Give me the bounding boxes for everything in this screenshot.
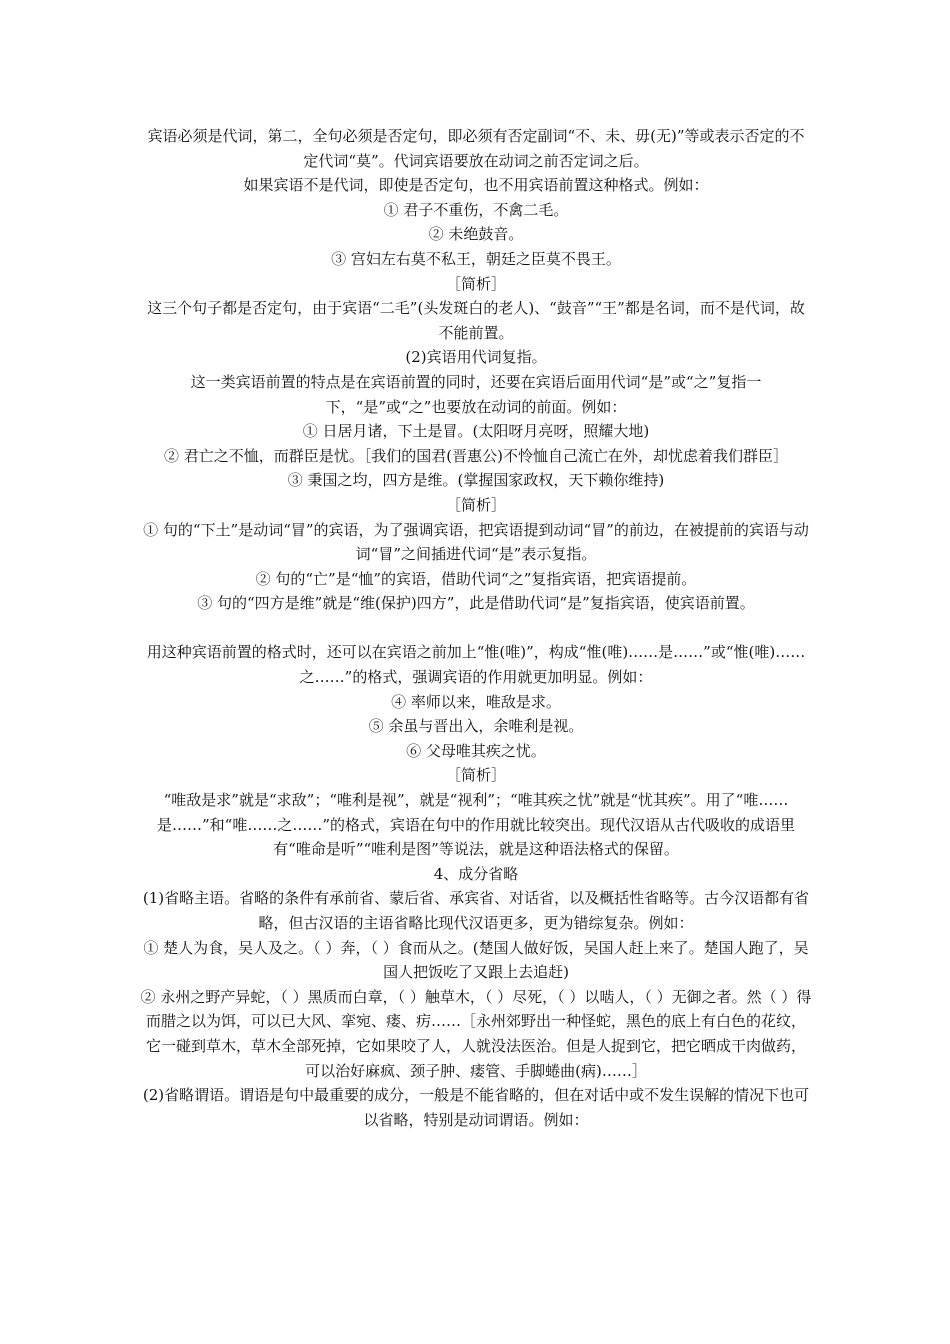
example-item: ① 日居月诸，下土是冒。(太阳呀月亮呀，照耀大地) [302, 422, 650, 441]
example-item: ④ 率师以来，唯敌是求。 [391, 692, 561, 711]
example-item: ③ 宫妇左右莫不私王，朝廷之臣莫不畏王。 [331, 249, 621, 268]
example-item: ② 未绝鼓音。 [428, 225, 524, 244]
example-item: ① 君子不重伤，不禽二毛。 [383, 200, 569, 219]
paragraph: ② 句的“亡”是“恤”的宾语，借助代词“之”复指宾语，把宾语提前。 [255, 569, 697, 588]
example-item: ② 永州之野产异蛇，（ ）黑质而白章，（ ）触草木，（ ）尽死，（ ）以啮人，（ ）无御之者。然（ ）得而腊之以为饵，可以已大风、挛宛、瘘、疠……［永州郊野出一种怪蛇，黑色的底上有白色的花纹，它一碰到草木，草木全部死掉，它如果咬了人，人就没法医治。但是人捉到它，把它晒成干肉做药，可以治好麻疯、颈子肿、瘘管、手脚蜷曲(病)……］ [140, 987, 812, 1080]
blank-line [140, 616, 812, 641]
example-item: ⑥ 父母唯其疾之忧。 [406, 741, 546, 760]
paragraph: (1)省略主语。省略的条件有承前省、蒙后省、承宾省、对话省，以及概括性省略等。古今汉语都有省略，但古汉语的主语省略比现代汉语更多，更为错综复杂。例如： [142, 889, 810, 932]
example-item: ② 君亡之不恤，而群臣是忧。［我们的国君(晋惠公)不怜恤自己流亡在外，却忧虑着我们群臣］ [164, 446, 788, 465]
paragraph: “唯敌是求”就是“求敌”；“唯利是视”，就是“视利”；“唯其疾之忧”就是“忧其疾”。用了“唯……是……”和“唯……之……”的格式，宾语在句中的作用就比较突出。现代汉语从古代吸收的成语里有“唯命是听”“唯利是图”等说法，就是这种语法格式的保留。 [156, 791, 795, 859]
example-item: ① 楚人为食，吴人及之。（ ）奔，（ ）食而从之。(楚国人做好饭，吴国人赶上来了。楚国人跑了，吴国人把饭吃了又跟上去追赶) [143, 938, 809, 982]
analysis-heading: ［简析］ [445, 274, 506, 293]
analysis-heading: ［简析］ [445, 766, 506, 785]
paragraph: 这一类宾语前置的特点是在宾语前置的同时，还要在宾语后面用代词“是”或“之”复指一下，“是”或“之”也要放在动词的前面。例如： [190, 372, 762, 416]
paragraph: (2)省略谓语。谓语是句中最重要的成分，一般是不能省略的，但在对话中或不发生误解的情况下也可以省略，特别是动词谓语。例如： [142, 1086, 810, 1129]
paragraph: 宾语必须是代词，第二，全句必须是否定句，即必须有否定副词“不、未、毋(无)”等或表示否定的不定代词“莫”。代词宾语要放在动词之前否定词之后。 [147, 127, 805, 170]
section-heading: 4、成分省略 [433, 864, 519, 883]
example-item: ⑤ 余虽与晋出入，余唯利是视。 [368, 717, 584, 736]
paragraph: ③ 句的“四方是维”就是“维(保护)四方”，此是借助代词“是”复指宾语，使宾语前置。 [197, 594, 755, 613]
paragraph: 这三个句子都是否定句，由于宾语“二毛”(头发斑白的老人)、“鼓音”“王”都是名词，而不是代词，故不能前置。 [147, 299, 805, 342]
document-page [140, 124, 812, 1132]
section-heading: (2)宾语用代词复指。 [405, 348, 547, 367]
paragraph: ① 句的“下土”是动词“冒”的宾语，为了强调宾语，把宾语提到动词“冒”的前边，在被提前的宾语与动词“冒”之间插进代词“是”表示复指。 [143, 520, 809, 564]
paragraph: 如果宾语不是代词，即使是否定句，也不用宾语前置这种格式。例如： [243, 176, 709, 195]
analysis-heading: ［简析］ [445, 495, 506, 514]
example-item: ③ 秉国之均，四方是维。(掌握国家政权，天下赖你维持) [287, 471, 665, 490]
paragraph: 用这种宾语前置的格式时，还可以在宾语之前加上“惟(唯)”，构成“惟(唯)……是……”或“惟(唯)……之……”的格式，强调宾语的作用就更加明显。例如： [146, 643, 806, 687]
